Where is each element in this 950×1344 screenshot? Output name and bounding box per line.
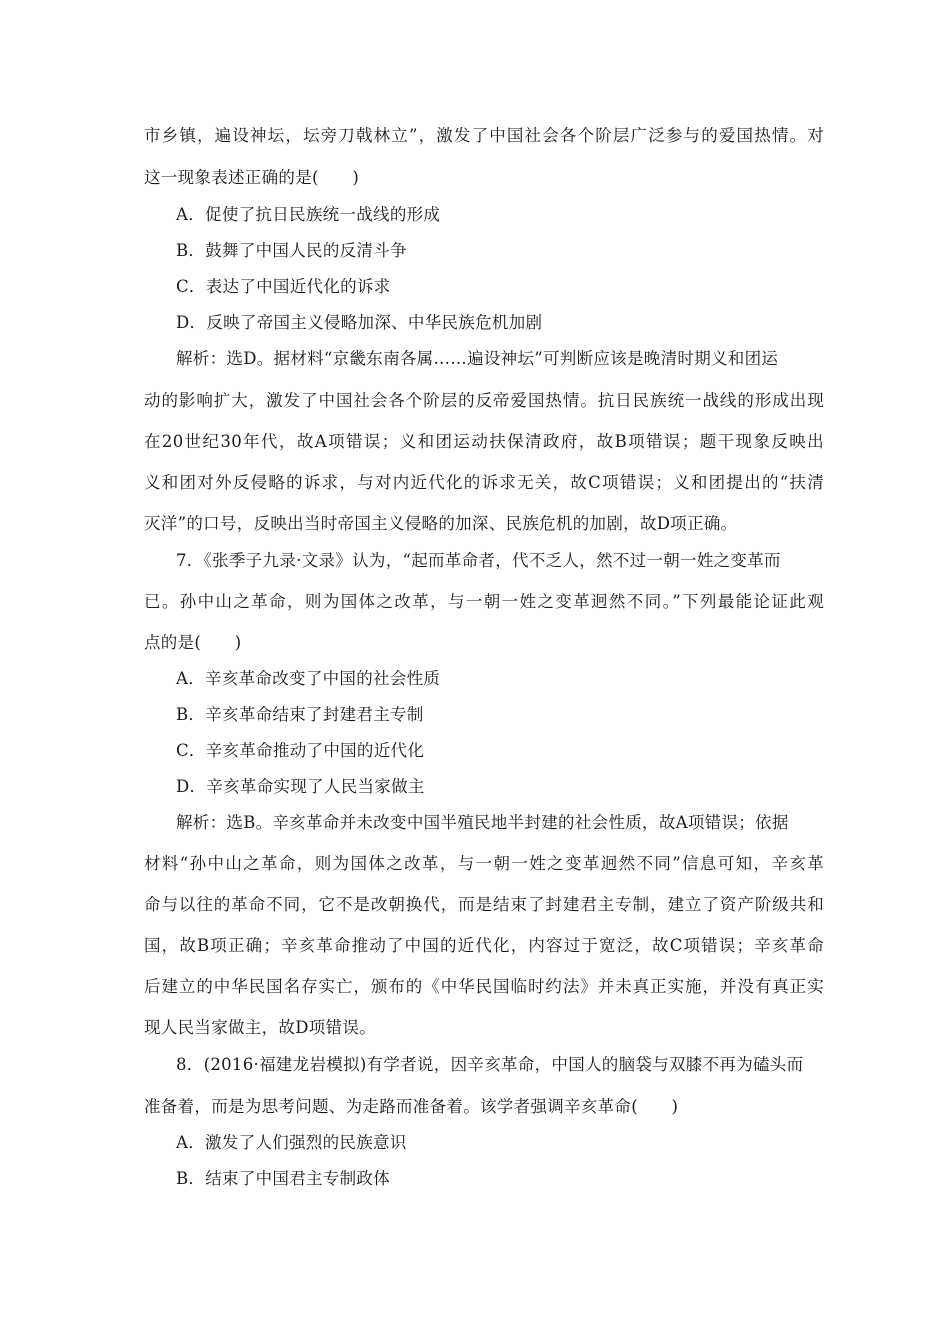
q7-option-a: A．辛亥革命改变了中国的社会性质 (176, 669, 441, 688)
q6-analysis-line-1: 解析：选D。据材料“京畿东南各属……遍设神坛”可判断应该是晚清时期义和团运 (176, 349, 779, 368)
q7-analysis-line-6: 现人民当家做主，故D项错误。 (144, 1018, 376, 1037)
q7-analysis-line-2: 材料“孙中山之革命，则为国体之改革，与一朝一姓之变革迥然不同”信息可知，辛亥革 (144, 854, 824, 873)
q6-analysis-line-2: 动的影响扩大，激发了中国社会各个阶层的反帝爱国热情。抗日民族统一战线的形成出现 (144, 391, 824, 410)
q8-stem-line-1: 8．(2016·福建龙岩模拟)有学者说，因辛亥革命，中国人的脑袋与双膝不再为磕头而 (176, 1055, 804, 1074)
q6-stem-line-2: 这一现象表述正确的是( ) (144, 168, 360, 187)
q6-analysis-line-3: 在20世纪30年代，故A项错误；义和团运动扶保清政府，故B项错误；题干现象反映出 (144, 432, 824, 451)
q7-analysis-line-5: 后建立的中华民国名存实亡，颁布的《中华民国临时约法》并未真正实施，并没有真正实 (144, 977, 824, 996)
q6-option-c: C．表达了中国近代化的诉求 (176, 277, 391, 296)
q7-option-b: B．辛亥革命结束了封建君主专制 (176, 705, 424, 724)
q6-analysis-line-4: 义和团对外反侵略的诉求，与对内近代化的诉求无关，故C项错误；义和团提出的“扶清 (144, 473, 824, 492)
q7-option-d: D．辛亥革命实现了人民当家做主 (176, 777, 425, 796)
q6-stem-line-1: 市乡镇，遍设神坛，坛旁刀戟林立”，激发了中国社会各个阶层广泛参与的爱国热情。对 (144, 126, 824, 145)
q7-stem-line-2: 已。孙中山之革命，则为国体之改革，与一朝一姓之变革迥然不同。”下列最能论证此观 (144, 592, 824, 611)
q7-analysis-line-3: 命与以往的革命不同，它不是改朝换代，而是结束了封建君主专制，建立了资产阶级共和 (144, 895, 824, 914)
q8-option-b: B．结束了中国君主专制政体 (176, 1169, 391, 1188)
q6-option-b: B．鼓舞了中国人民的反清斗争 (176, 241, 407, 260)
q7-analysis-line-4: 国，故B项正确；辛亥革命推动了中国的近代化，内容过于宽泛，故C项错误；辛亥革命 (144, 936, 824, 955)
q6-analysis-line-5: 灭洋”的口号，反映出当时帝国主义侵略的加深、民族危机的加剧，故D项正确。 (144, 514, 738, 533)
q7-analysis-line-1: 解析：选B。辛亥革命并未改变中国半殖民地半封建的社会性质，故A项错误；依据 (176, 813, 789, 832)
q6-option-d: D．反映了帝国主义侵略加深、中华民族危机加剧 (176, 313, 543, 332)
q8-stem-line-2: 准备着，而是为思考问题、为走路而准备着。该学者强调辛亥革命( ) (144, 1097, 679, 1116)
q6-option-a: A．促使了抗日民族统一战线的形成 (176, 205, 441, 224)
q7-option-c: C．辛亥革命推动了中国的近代化 (176, 741, 425, 760)
q8-option-a: A．激发了人们强烈的民族意识 (176, 1133, 407, 1152)
q7-stem-line-3: 点的是( ) (144, 633, 242, 652)
q7-stem-line-1: 7．《张季子九录·文录》认为，“起而革命者，代不乏人，然不过一朝一姓之变革而 (176, 551, 781, 570)
